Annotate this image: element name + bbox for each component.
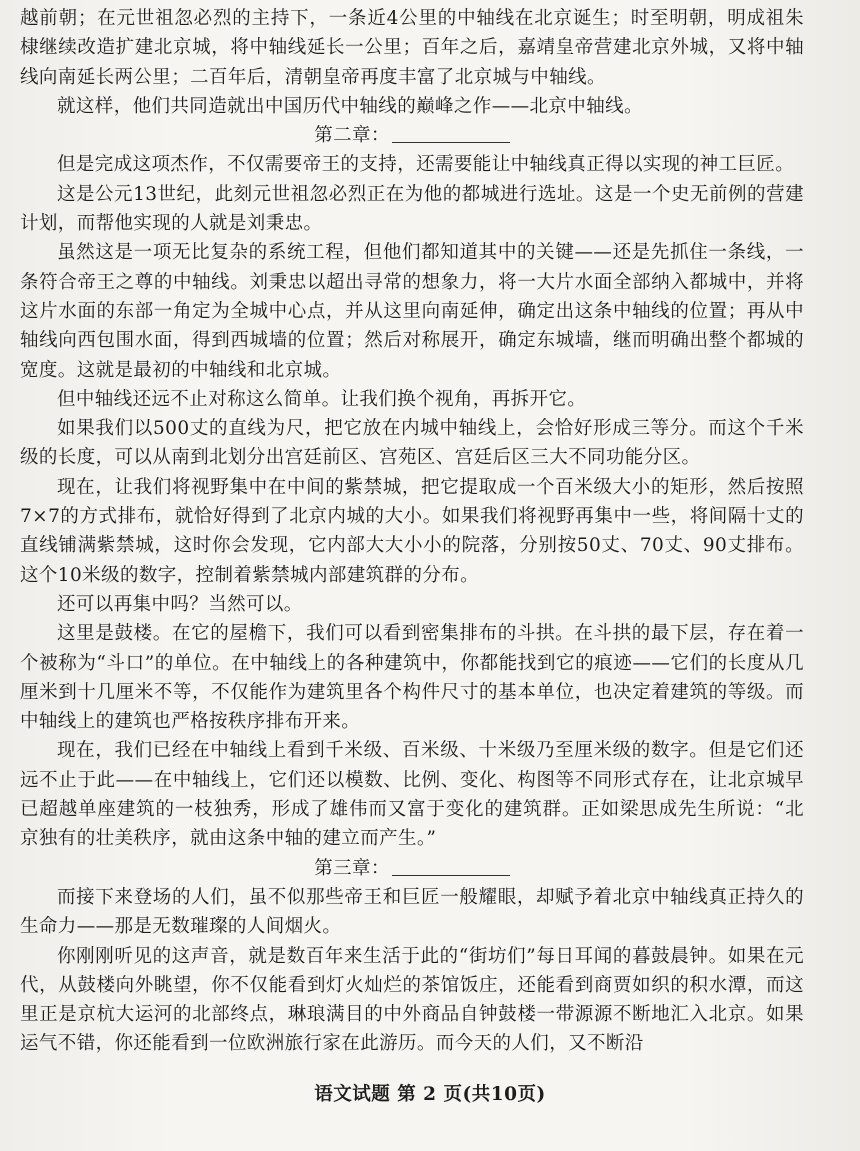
body-paragraph: 而接下来登场的人们，虽不似那些帝王和巨匠一般耀眼，却赋予着北京中轴线真正持久的生命力——那是无数璀璨的人间烟火。 <box>20 886 804 938</box>
body-paragraph: 还可以再集中吗？当然可以。 <box>57 593 303 615</box>
body-paragraph: 但中轴线还远不止对称这么简单。让我们换个视角，再拆开它。 <box>57 388 587 410</box>
body-paragraph: 你刚刚听见的这声音，就是数百年来生活于此的“街坊们”每日耳闻的暮鼓晨钟。如果在元代，从鼓楼向外眺望，你不仅能看到灯火灿烂的茶馆饭庄，还能看到商贾如织的积水潭，而这里正是京杭大运河的北部终点，琳琅满目的中外商品自钟鼓楼一带源源不断地汇入北京。如果运气不错，你还能看到一位欧洲旅行家在此游历。而今天的人们，又不断沿 <box>20 945 804 1055</box>
chapter-label: 第三章： <box>314 857 390 879</box>
chapter-title-blank <box>392 857 510 876</box>
body-paragraph: 越前朝；在元世祖忽必烈的主持下，一条近4公里的中轴线在北京诞生；时至明朝，明成祖朱棣继续改造扩建北京城，将中轴线延长一公里；百年之后，嘉靖皇帝营建北京外城，又将中轴线向南延长两公里；二百年后，清朝皇帝再度丰富了北京城与中轴线。 <box>20 8 804 88</box>
body-paragraph: 虽然这是一项无比复杂的系统工程，但他们都知道其中的关键——还是先抓住一条线，一条符合帝王之尊的中轴线。刘秉忠以超出寻常的想象力，将一大片水面全部纳入都城中，并将这片水面的东部一角定为全城中心点，并从这里向南延伸，确定出这条中轴线的位置；再从中轴线向西包围水面，得到西城墙的位置；然后对称展开，确定东城墙，继而明确出整个都城的宽度。这就是最初的中轴线和北京城。 <box>20 242 804 381</box>
body-paragraph: 如果我们以500丈的直线为尺，把它放在内城中轴线上，会恰好形成三等分。而这个千米级的长度，可以从南到北划分出宫廷前区、宫苑区、宫廷后区三大不同功能分区。 <box>20 418 804 469</box>
chapter-title-blank <box>392 124 510 143</box>
page-footer: 语文试题 第 2 页(共10页) <box>314 1084 546 1105</box>
chapter-label: 第二章： <box>314 125 390 147</box>
body-paragraph: 现在，让我们将视野集中在中间的紫禁城，把它提取成一个百米级大小的矩形，然后按照7×7的方式排布，就恰好得到了北京内城的大小。如果我们将视野再集中一些，将间隔十丈的直线铺满紫禁城，这时你会发现，它内部大大小小的院落，分别按50丈、70丈、90丈排布。这个10米级的数字，控制着紫禁城内部建筑群的分布。 <box>20 476 804 586</box>
chapter-heading <box>20 121 804 150</box>
body-paragraph: 但是完成这项杰作，不仅需要帝王的支持，还需要能让中轴线真正得以实现的神工巨匠。 <box>57 154 795 176</box>
chapter-heading <box>20 854 804 883</box>
page-body <box>20 4 804 1059</box>
body-paragraph: 这是公元13世纪，此刻元世祖忽必烈正在为他的都城进行选址。这是一个史无前例的营建计划，而帮他实现的人就是刘秉忠。 <box>20 183 804 235</box>
body-paragraph: 这里是鼓楼。在它的屋檐下，我们可以看到密集排布的斗拱。在斗拱的最下层，存在着一个被称为“斗口”的单位。在中轴线上的各种建筑中，你都能找到它的痕迹——它们的长度从几厘米到十几厘米不等，不仅能作为建筑里各个构件尺寸的基本单位，也决定着建筑的等级。而中轴线上的建筑也严格按秩序排布开来。 <box>20 623 804 733</box>
body-paragraph: 就这样，他们共同造就出中国历代中轴线的巅峰之作——北京中轴线。 <box>57 95 643 117</box>
body-paragraph: 现在，我们已经在中轴线上看到千米级、百米级、十米级乃至厘米级的数字。但是它们还远不止于此——在中轴线上，它们还以模数、比例、变化、构图等不同形式存在，让北京城早已超越单座建筑的一枝独秀，形成了雄伟而又富于变化的建筑群。正如梁思成先生所说：“北京独有的壮美秩序，就由这条中轴的建立而产生。” <box>20 740 804 850</box>
